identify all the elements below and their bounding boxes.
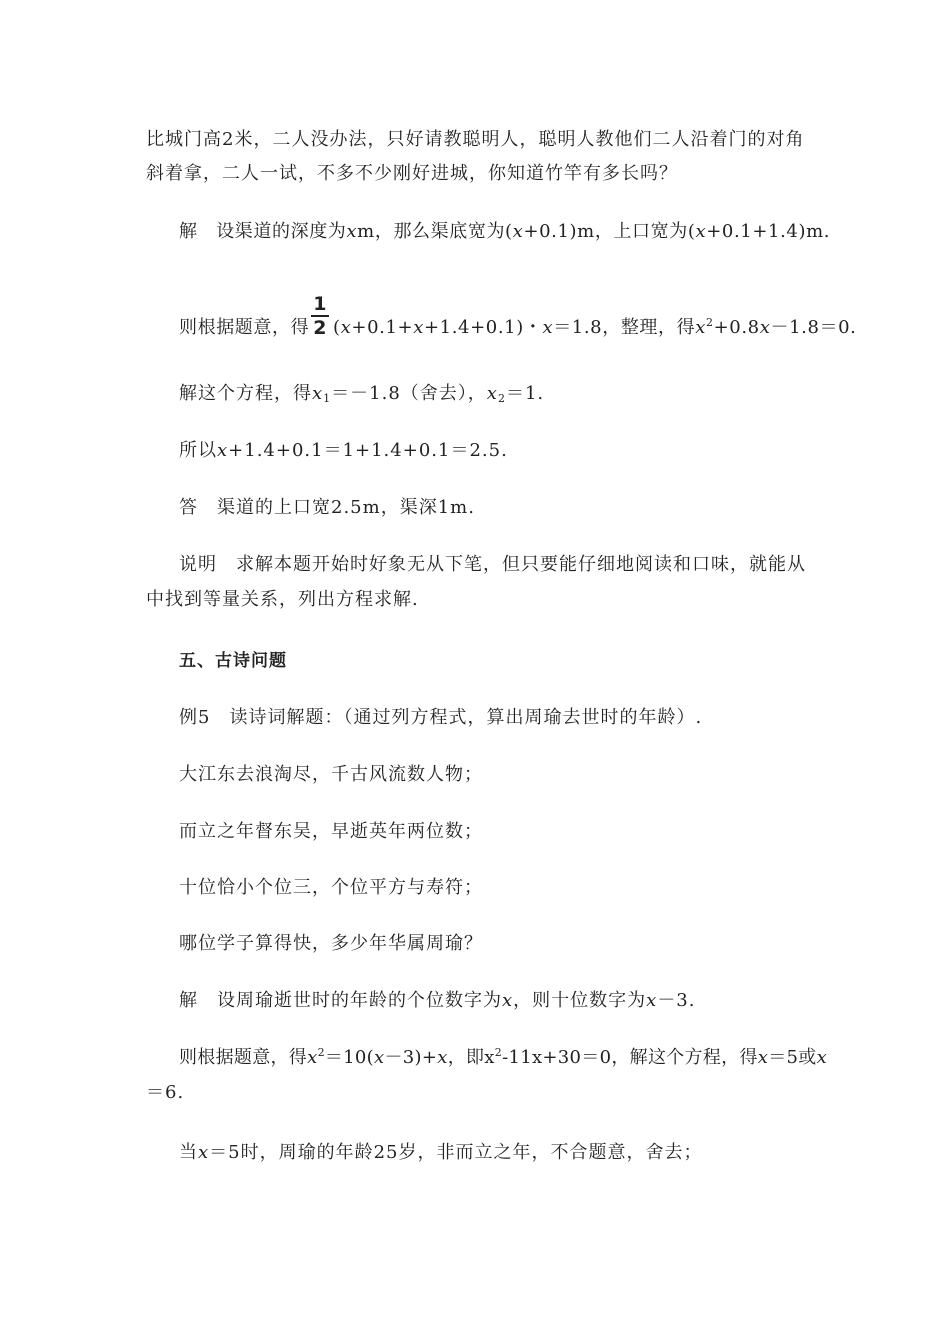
paragraph-line	[146, 127, 804, 153]
variable: x	[217, 440, 229, 461]
variable: x	[502, 990, 514, 1011]
solution-line	[179, 381, 544, 407]
variable: x	[816, 1047, 828, 1068]
text: ＝10(	[324, 1047, 375, 1068]
text: 则根据题意，得	[179, 317, 310, 338]
fraction-denominator: 2	[313, 317, 328, 339]
text: 解这个方程，得	[179, 383, 312, 404]
variable: x	[346, 221, 358, 242]
example-line	[179, 705, 702, 731]
variable: x	[646, 990, 658, 1011]
text: +0.1)m，上口宽为(	[523, 221, 696, 242]
solution-line	[179, 438, 508, 464]
fraction-numerator: 1	[313, 293, 328, 315]
text: 斜着拿，二人一试，不多不少刚好进城，你知道竹竿有多长吗？	[146, 163, 678, 184]
text: 则根据题意，得	[179, 1047, 308, 1068]
text: 所以	[179, 440, 217, 461]
text: 哪位学子算得快，多少年华属周瑜？	[179, 933, 483, 954]
variable: x	[340, 317, 352, 338]
answer-line	[179, 495, 475, 521]
text: 而立之年督东吴，早逝英年两位数；	[179, 821, 483, 842]
note-line	[179, 552, 806, 578]
text: m，那么渠底宽为(	[357, 221, 513, 242]
text: 当	[179, 1142, 198, 1163]
text: 大江东去浪淘尽，千古风流数人物；	[179, 764, 483, 785]
text: ，即x	[447, 1047, 495, 1068]
poem-line	[179, 819, 483, 845]
variable: x	[374, 1047, 385, 1068]
text: 解 设渠道的深度为	[179, 221, 347, 242]
variable: x	[512, 221, 524, 242]
poem-line	[179, 875, 483, 901]
superscript: 2	[494, 1046, 503, 1059]
variable: x	[757, 1047, 769, 1068]
note-line	[146, 587, 419, 613]
superscript: 2	[706, 316, 714, 329]
text: 中找到等量关系，列出方程求解.	[146, 589, 419, 610]
variable: x	[695, 221, 707, 242]
subscript: 2	[497, 392, 506, 405]
section-heading	[179, 648, 287, 674]
subscript: 1	[323, 392, 332, 405]
equation-line	[146, 1080, 184, 1106]
text: －1.8＝0.	[770, 317, 857, 338]
text: ＝－1.8（舍去），	[331, 383, 487, 404]
text: +0.1+	[351, 317, 414, 338]
text: ＝5或	[768, 1047, 817, 1068]
text: ＝5时，周瑜的年龄25岁，非而立之年，不合题意，舍去；	[209, 1142, 703, 1163]
text: +1.4+0.1)・	[423, 317, 543, 338]
superscript: 2	[317, 1046, 325, 1059]
text: －3)+	[384, 1047, 438, 1068]
poem-line	[179, 762, 483, 788]
solution-line	[179, 1140, 703, 1166]
text: ，则十位数字为	[513, 990, 647, 1011]
text: +0.1+1.4)m.	[706, 221, 831, 242]
text: ＝6.	[146, 1082, 185, 1103]
equation-line	[179, 293, 857, 351]
text: 解 设周瑜逝世时的年龄的个位数字为	[179, 990, 502, 1011]
variable: x	[437, 1047, 448, 1068]
variable: x	[542, 317, 554, 338]
text: 十位恰小个位三，个位平方与寿符；	[179, 877, 483, 898]
fraction-one-half	[311, 293, 329, 339]
poem-line	[179, 931, 483, 957]
variable: x	[198, 1142, 210, 1163]
text: 答 渠道的上口宽2.5m，渠深1m.	[179, 497, 475, 518]
variable: x	[312, 383, 324, 404]
paragraph-line	[146, 161, 678, 187]
variable: x	[307, 1047, 318, 1068]
variable: x	[695, 317, 706, 338]
variable: x	[759, 317, 771, 338]
solution-line	[179, 988, 696, 1014]
variable: x	[413, 317, 424, 338]
solution-line	[179, 219, 830, 245]
text: －3.	[657, 990, 696, 1011]
heading-text: 五、古诗问题	[179, 651, 287, 671]
text: 说明 求解本题开始时好象无从下笔，但只要能仔细地阅读和口味，就能从	[179, 554, 806, 575]
text: +0.8	[713, 317, 760, 338]
text: 例5 读诗词解题：（通过列方程式，算出周瑜去世时的年龄）.	[179, 707, 703, 728]
text: (	[333, 317, 341, 338]
text: -11x+30＝0，解这个方程，得	[502, 1047, 758, 1068]
text: ＝1.	[505, 383, 545, 404]
text: 比城门高2米，二人没办法，只好请教聪明人，聪明人教他们二人沿着门的对角	[146, 129, 805, 150]
text: ＝1.8，整理，得	[553, 317, 696, 338]
variable: x	[486, 383, 498, 404]
text: +1.4+0.1＝1+1.4+0.1＝2.5.	[228, 440, 508, 461]
equation-line	[179, 1045, 827, 1071]
